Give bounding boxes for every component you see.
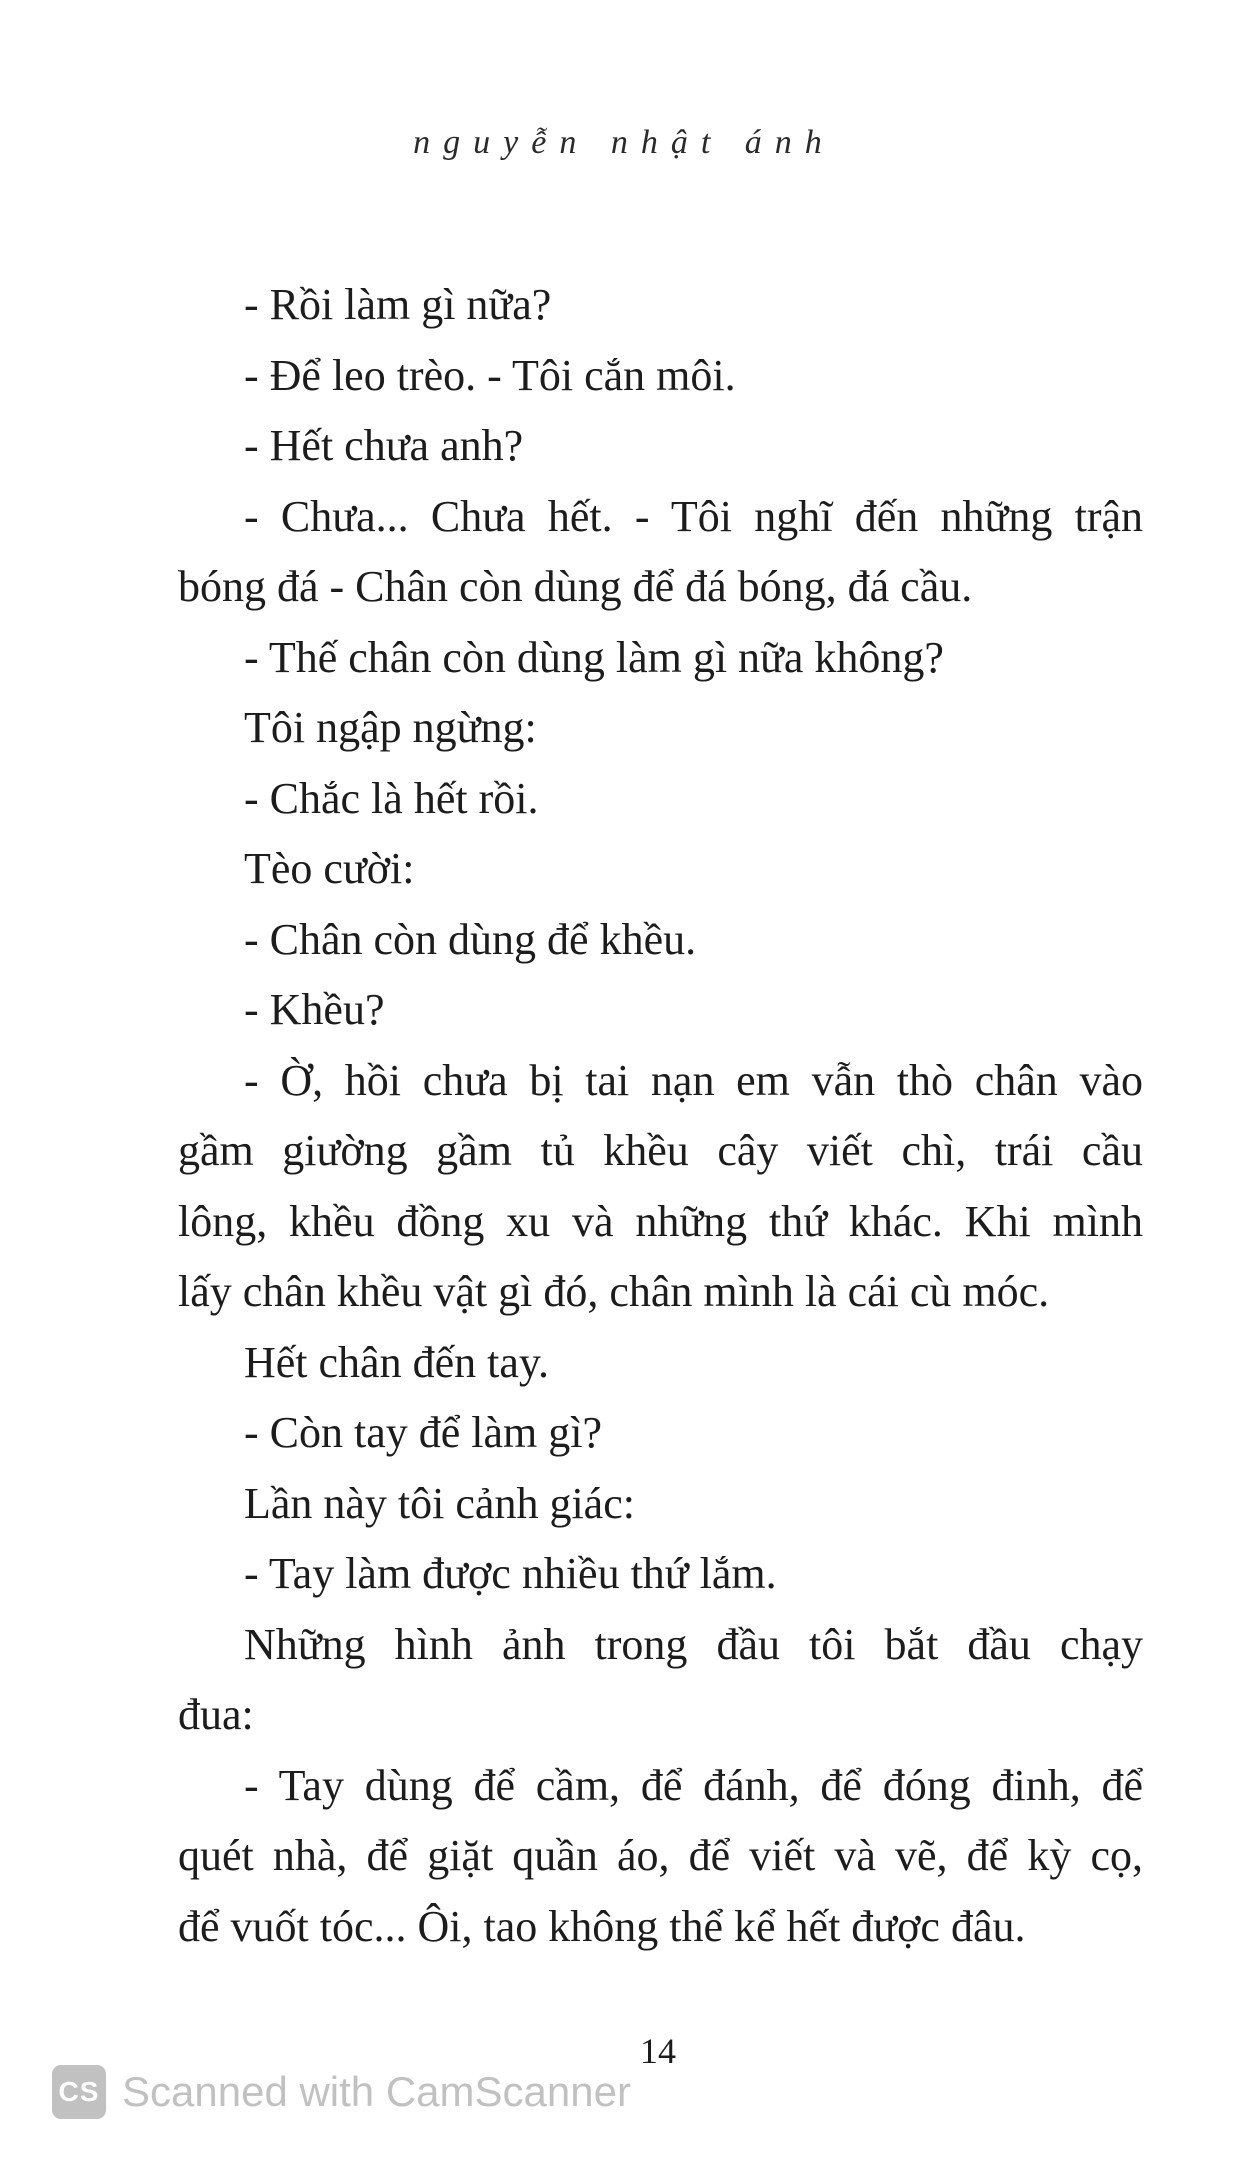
text-line: - Ờ, hồi chưa bị tai nạn em vẫn thò chân vào xyxy=(244,1055,1143,1105)
camscanner-logo-icon: CS xyxy=(52,2065,106,2119)
body-text xyxy=(178,270,1143,1962)
text-line: - Khều? xyxy=(244,985,385,1034)
text-line: - Tay dùng để cầm, để đánh, để đóng đinh, để xyxy=(244,1760,1143,1810)
text-line: gầm giường gầm tủ khều cây viết chì, trái cầu xyxy=(178,1126,1143,1175)
text-line: Những hình ảnh trong đầu tôi bắt đầu chạy xyxy=(244,1619,1143,1669)
text-line: Hết chân đến tay. xyxy=(244,1337,550,1387)
text-line: lấy chân khều vật gì đó, chân mình là cái cù móc. xyxy=(178,1267,1050,1316)
text-line: Lần này tôi cảnh giác: xyxy=(244,1478,635,1528)
text-line: - Chân còn dùng để khều. xyxy=(244,914,697,964)
text-line: quét nhà, để giặt quần áo, để viết và vẽ, để kỳ cọ, xyxy=(178,1831,1143,1880)
text-line: - Thế chân còn dùng làm gì nữa không? xyxy=(244,632,944,682)
text-line: bóng đá - Chân còn dùng để đá bóng, đá cầu. xyxy=(178,562,973,611)
text-line: Tèo cười: xyxy=(244,844,415,893)
text-line: - Rồi làm gì nữa? xyxy=(244,280,552,329)
running-header: nguyễn nhật ánh xyxy=(413,124,835,161)
text-line: Tôi ngập ngừng: xyxy=(244,703,537,752)
text-line: - Hết chưa anh? xyxy=(244,421,524,470)
text-line: - Chắc là hết rồi. xyxy=(244,773,539,823)
text-line: - Tay làm được nhiều thứ lắm. xyxy=(244,1549,777,1598)
text-line: - Để leo trèo. - Tôi cắn môi. xyxy=(244,350,736,400)
watermark-text: Scanned with CamScanner xyxy=(122,2068,631,2115)
text-line: - Chưa... Chưa hết. - Tôi nghĩ đến những trận xyxy=(244,491,1143,541)
text-line: - Còn tay để làm gì? xyxy=(244,1408,603,1457)
text-line: đua: xyxy=(178,1690,254,1739)
camscanner-watermark xyxy=(52,2062,631,2122)
page-number: 14 xyxy=(640,2031,676,2071)
text-line: để vuốt tóc... Ôi, tao không thể kể hết được đâu. xyxy=(178,1901,1026,1951)
text-line: lông, khều đồng xu và những thứ khác. Khi mình xyxy=(178,1196,1143,1246)
